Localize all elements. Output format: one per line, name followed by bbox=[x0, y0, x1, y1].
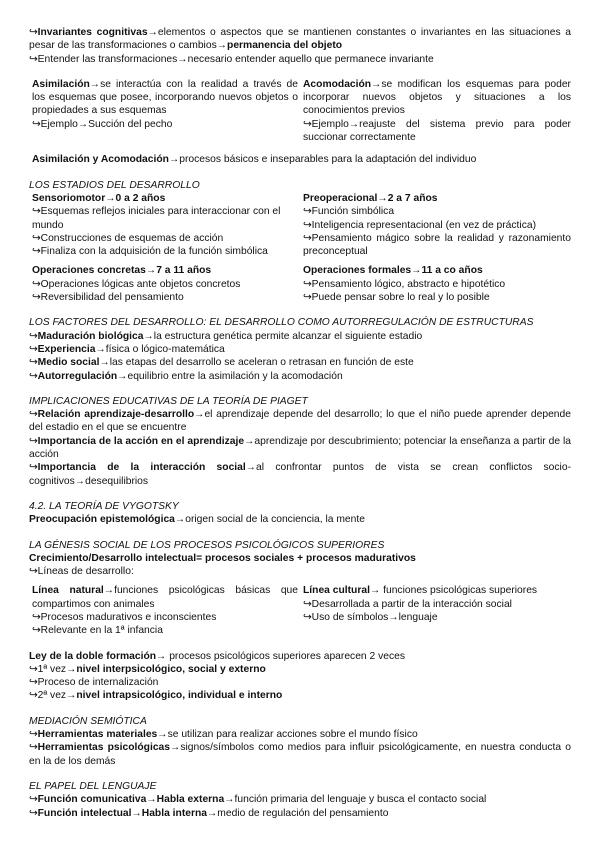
section-title-implicaciones: IMPLICACIONES EDUCATIVAS DE LA TEORÍA DE PIAGET bbox=[29, 395, 308, 407]
right-arrow-icon: → bbox=[411, 265, 422, 277]
doble-formacion-item: ↪1ª vez→nivel interpsicológico, social y externo bbox=[29, 663, 266, 675]
right-arrow-icon: → bbox=[369, 585, 381, 597]
mediacion-item: ↪Herramientas psicológicas→signos/símbolos como medios para influir psicológicamente, en nuestra conducta o en la de los demás bbox=[29, 742, 571, 767]
estadio-preoperacional: Preoperacional→2 a 7 años ↪Función simbólica ↪Inteligencia representacional (en vez de práctica) ↪Pensamiento mágico sobre la realidad y razonamiento preconceptual bbox=[303, 192, 571, 258]
hook-arrow-icon: ↪ bbox=[32, 611, 41, 623]
linea-cultural: Línea cultural→ funciones psicológicas superiores ↪Desarrollada a partir de la interacción social ↪Uso de símbolos→lenguaje bbox=[303, 585, 538, 623]
mediacion-item: ↪Herramientas materiales→se utilizan para realizar acciones sobre el mundo físico bbox=[29, 729, 418, 741]
hook-arrow-icon: ↪ bbox=[303, 206, 312, 218]
vygotsky-line: Preocupación epistemológica→origen social de la conciencia, la mente bbox=[29, 514, 365, 526]
factor-item: ↪Autorregulación→equilibrio entre la asimilación y la acomodación bbox=[29, 370, 343, 382]
right-arrow-icon: → bbox=[348, 118, 360, 130]
right-arrow-icon: → bbox=[77, 118, 89, 130]
right-arrow-icon: → bbox=[245, 462, 257, 474]
doble-formacion-title: Ley de la doble formación→ procesos psicológicos superiores aparecen 2 veces bbox=[29, 650, 406, 662]
hook-arrow-icon: ↪ bbox=[29, 690, 38, 702]
paragraph-invariantes: ↪Invariantes cognitivas→elementos o aspectos que se mantienen constantes o invariantes en las situaciones a pesar de las transformaciones o cambios→permanencia del objeto bbox=[29, 27, 571, 52]
hook-arrow-icon: ↪ bbox=[29, 729, 38, 741]
right-arrow-icon: → bbox=[377, 192, 388, 204]
acomodacion-column: Acomodación→se modifican los esquemas para poder incorporar nuevos objetos y situaciones a los conocimientos previos ↪Ejemplo→reajuste del sistema previo para poder succionar correctamente bbox=[303, 78, 571, 144]
right-arrow-icon: → bbox=[244, 435, 255, 447]
right-arrow-icon: → bbox=[95, 343, 106, 355]
implicacion-item: ↪Relación aprendizaje-desarrollo→el aprendizaje depende del desarrollo; lo que el niño puede aprender depende del estadio en el que se encuentre bbox=[29, 409, 571, 434]
implicacion-item: ↪Importancia de la acción en el aprendizaje→aprendizaje por descubrimiento; potenciar la enseñanza a partir de la acción bbox=[29, 435, 572, 461]
section-title-genesis: LA GÉNESIS SOCIAL DE LOS PROCESOS PSICOLÓGICOS SUPERIORES bbox=[29, 539, 385, 551]
hook-arrow-icon: ↪ bbox=[29, 435, 38, 447]
asim-acom-summary: Asimilación y Acomodación→procesos básicos e inseparables para la adaptación del individuo bbox=[32, 154, 477, 166]
right-arrow-icon: → bbox=[388, 611, 399, 623]
hook-arrow-icon: ↪ bbox=[29, 566, 38, 578]
section-title-mediacion: MEDIACIÓN SEMIÓTICA bbox=[29, 715, 147, 727]
hook-arrow-icon: ↪ bbox=[29, 357, 38, 369]
hook-arrow-icon: ↪ bbox=[29, 663, 38, 675]
right-arrow-icon: → bbox=[194, 409, 205, 421]
hook-arrow-icon: ↪ bbox=[32, 118, 41, 130]
doble-formacion-item: ↪Proceso de internalización bbox=[29, 677, 159, 689]
hook-arrow-icon: ↪ bbox=[303, 118, 312, 130]
hook-arrow-icon: ↪ bbox=[303, 232, 312, 244]
hook-arrow-icon: ↪ bbox=[303, 292, 312, 304]
lenguaje-item: ↪Función comunicativa→Habla externa→función primaria del lenguaje y busca el contacto social bbox=[29, 794, 487, 806]
section-title-factores: LOS FACTORES DEL DESARROLLO: EL DESARROLLO COMO AUTORREGULACIÓN DE ESTRUCTURAS bbox=[29, 317, 534, 329]
right-arrow-icon: → bbox=[66, 663, 77, 675]
right-arrow-icon: → bbox=[99, 357, 110, 369]
right-arrow-icon: → bbox=[170, 742, 181, 754]
hook-arrow-icon: ↪ bbox=[29, 343, 38, 355]
factor-item: ↪Medio social→las etapas del desarrollo se aceleran o retrasan en función de este bbox=[29, 357, 414, 369]
estadios-row-2 bbox=[29, 264, 571, 304]
right-arrow-icon: → bbox=[207, 807, 218, 819]
right-arrow-icon: → bbox=[131, 807, 142, 819]
estadio-sensoriomotor: Sensoriomotor→0 a 2 años ↪Esquemas reflejos iniciales para interaccionar con el mundo ↪Construcciones de esquemas de acción ↪Finaliza con la adquisición de la función simbólica bbox=[32, 192, 281, 258]
right-arrow-icon: → bbox=[146, 794, 157, 806]
hook-arrow-icon: ↪ bbox=[29, 370, 38, 382]
hook-arrow-icon: ↪ bbox=[29, 677, 38, 689]
right-arrow-icon: → bbox=[177, 53, 188, 65]
hook-arrow-icon: ↪ bbox=[29, 27, 38, 38]
estadio-formales: Operaciones formales→11 a co años ↪Pensamiento lógico, abstracto e hipotético ↪Puede pensar sobre lo real y lo posible bbox=[303, 265, 506, 304]
right-arrow-icon: → bbox=[156, 650, 167, 662]
hook-arrow-icon: ↪ bbox=[32, 625, 41, 637]
right-arrow-icon: → bbox=[105, 192, 116, 204]
linea-natural: Línea natural→funciones psicológicas básicas que compartimos con animales ↪Procesos madurativos e inconscientes ↪Relevante en la 1ª infancia bbox=[32, 585, 298, 637]
paragraph-transformaciones: ↪Entender las transformaciones→necesario entender aquello que permanece invariante bbox=[29, 53, 434, 65]
hook-arrow-icon: ↪ bbox=[32, 232, 41, 244]
right-arrow-icon: → bbox=[174, 514, 186, 526]
right-arrow-icon: → bbox=[157, 729, 168, 741]
implicacion-item: ↪Importancia de la interacción social→al confrontar puntos de vista se crean conflictos socio-cognitivos→desequilibrios bbox=[29, 462, 571, 487]
hook-arrow-icon: ↪ bbox=[303, 598, 312, 610]
hook-arrow-icon: ↪ bbox=[29, 807, 38, 819]
right-arrow-icon: → bbox=[103, 585, 115, 597]
genesis-line: Crecimiento/Desarrollo intelectual= procesos sociales + procesos madurativos bbox=[29, 552, 416, 564]
hook-arrow-icon: ↪ bbox=[303, 219, 312, 231]
hook-arrow-icon: ↪ bbox=[29, 794, 38, 806]
right-arrow-icon: → bbox=[145, 265, 157, 277]
hook-arrow-icon: ↪ bbox=[303, 611, 312, 623]
section-title-estadios: LOS ESTADIOS DEL DESARROLLO bbox=[29, 179, 200, 191]
right-arrow-icon: → bbox=[147, 27, 158, 38]
asimilacion-acomodacion bbox=[29, 78, 571, 144]
hook-arrow-icon: ↪ bbox=[29, 330, 38, 342]
estadio-concretas: Operaciones concretas→7 a 11 años ↪Operaciones lógicas ante objetos concretos ↪Reversibilidad del pensamiento bbox=[32, 265, 241, 304]
hook-arrow-icon: ↪ bbox=[32, 278, 41, 290]
asimilacion-column: Asimilación→se interactúa con la realidad a través de los esquemas que posee, incorporando nuevos objetos o propiedades a sus esquemas ↪Ejemplo→Succión del pecho bbox=[32, 78, 298, 130]
right-arrow-icon: → bbox=[117, 370, 128, 382]
right-arrow-icon: → bbox=[168, 154, 180, 166]
hook-arrow-icon: ↪ bbox=[303, 278, 312, 290]
hook-arrow-icon: ↪ bbox=[29, 742, 38, 754]
lineas-columns bbox=[29, 584, 571, 637]
factor-item: ↪Experiencia→física o lógico-matemática bbox=[29, 343, 225, 355]
hook-arrow-icon: ↪ bbox=[32, 292, 41, 304]
right-arrow-icon: → bbox=[66, 690, 77, 702]
estadios-row-1 bbox=[29, 192, 571, 258]
hook-arrow-icon: ↪ bbox=[32, 206, 41, 218]
doble-formacion-item: ↪2ª vez→nivel intrapsicológico, individual e interno bbox=[29, 690, 283, 702]
right-arrow-icon: → bbox=[371, 78, 382, 90]
section-title-vygotsky: 4.2. LA TEORÍA DE VYGOTSKY bbox=[29, 500, 179, 512]
hook-arrow-icon: ↪ bbox=[29, 462, 38, 474]
right-arrow-icon: → bbox=[89, 78, 101, 90]
document-page bbox=[29, 26, 571, 820]
hook-arrow-icon: ↪ bbox=[29, 53, 38, 65]
lenguaje-item: ↪Función intelectual→Habla interna→medio de regulación del pensamiento bbox=[29, 807, 389, 819]
factor-item: ↪Maduración biológica→la estructura genética permite alcanzar el siguiente estadio bbox=[29, 330, 423, 342]
hook-arrow-icon: ↪ bbox=[32, 246, 41, 258]
right-arrow-icon: → bbox=[216, 40, 228, 52]
hook-arrow-icon: ↪ bbox=[29, 409, 38, 421]
right-arrow-icon: → bbox=[143, 330, 154, 342]
lineas-desarrollo: ↪Líneas de desarrollo: bbox=[29, 566, 134, 578]
right-arrow-icon: → bbox=[74, 475, 86, 487]
section-title-lenguaje: EL PAPEL DEL LENGUAJE bbox=[29, 780, 157, 792]
right-arrow-icon: → bbox=[224, 794, 235, 806]
